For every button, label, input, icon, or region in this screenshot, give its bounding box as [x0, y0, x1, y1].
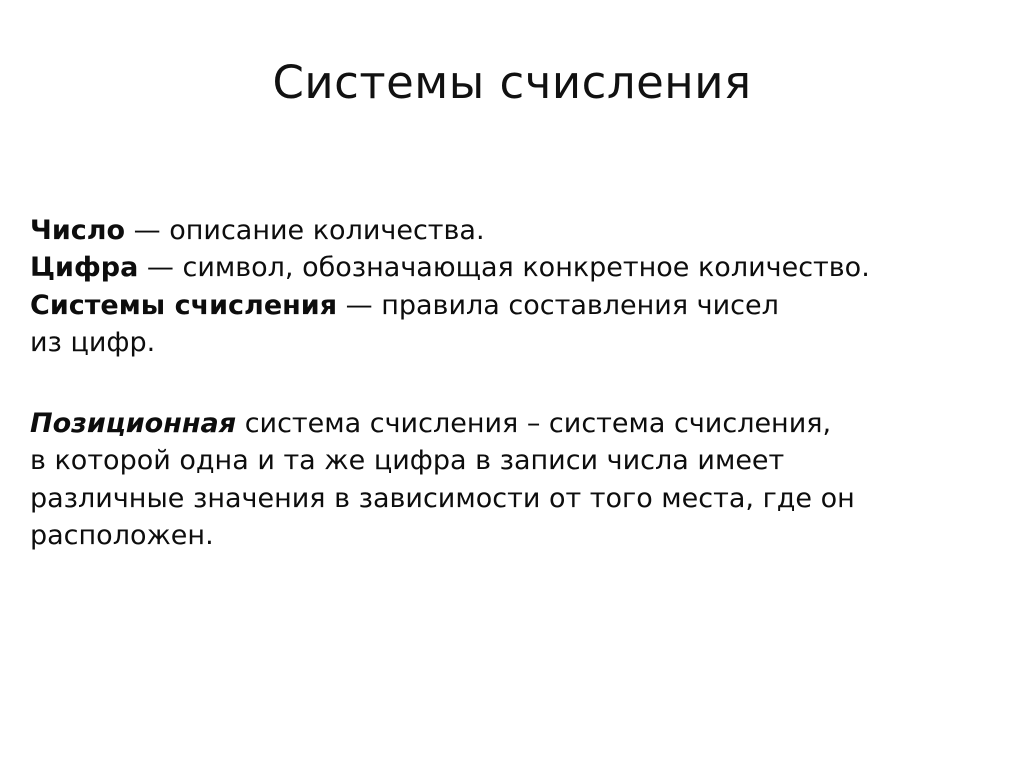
positional-line-3: различные значения в зависимости от того места, где он — [30, 482, 855, 514]
term-sistemy-schisleniya-description: — правила составления чисел — [337, 289, 779, 321]
paragraph-spacer — [30, 361, 990, 405]
definition-line-number — [30, 212, 990, 249]
definition-line-systems-cont: из цифр. — [30, 326, 156, 358]
term-pozicionnaya: Позиционная — [30, 408, 237, 439]
definitions-block — [30, 212, 990, 361]
definition-line-digit — [30, 249, 990, 286]
slide-body — [30, 212, 990, 554]
positional-line-2: в которой одна и та же цифра в записи числа имеет — [30, 445, 785, 477]
positional-line-4: расположен. — [30, 519, 214, 551]
page-title: Системы счисления — [272, 56, 752, 109]
term-cifra: Цифра — [30, 252, 139, 284]
term-chislo: Число — [30, 215, 126, 246]
positional-line-1 — [30, 405, 990, 442]
term-pozicionnaya-description: система счисления – система счисления, — [236, 408, 832, 439]
term-chislo-description: — описание количества. — [125, 215, 485, 246]
definition-line-systems — [30, 287, 990, 324]
term-cifra-description: — символ, обозначающая конкретное количество. — [138, 252, 870, 284]
positional-block — [30, 405, 990, 554]
term-sistemy-schisleniya: Системы счисления — [30, 289, 338, 321]
